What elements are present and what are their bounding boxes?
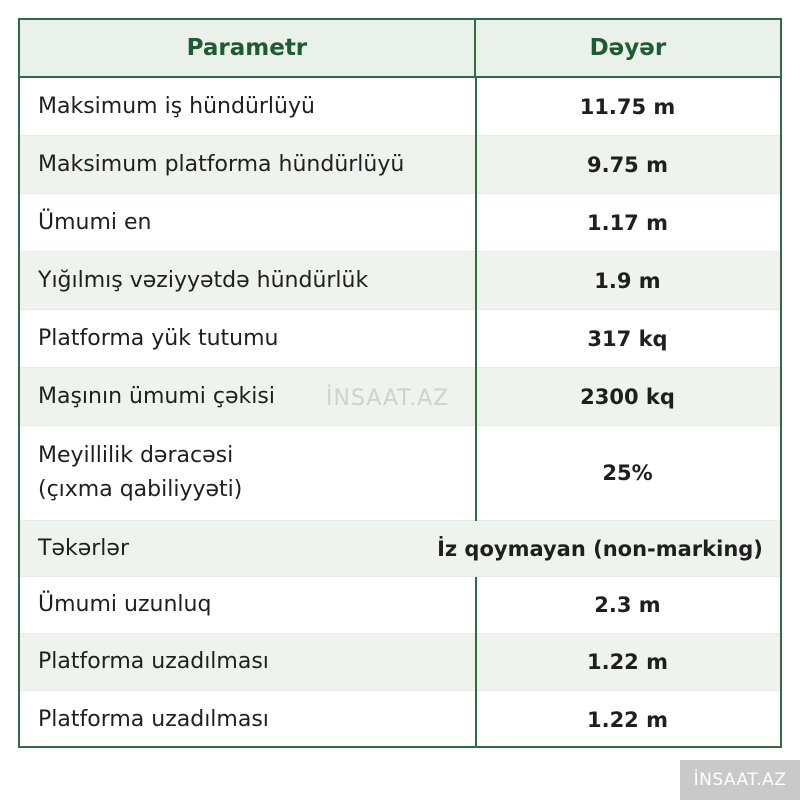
table-row [20,136,780,194]
table-row [20,426,780,521]
row-value: 1.22 m [586,650,668,674]
row-value: 1.17 m [586,210,668,235]
table-row [20,310,780,368]
row-value: 1.22 m [586,707,668,732]
table-header-row [20,20,780,78]
table-row [20,521,780,577]
table-row [20,368,780,426]
table-row [20,194,780,252]
table-row [20,78,780,136]
column-divider [475,577,477,748]
header-parameter: Parametr [186,35,308,61]
row-parameter: Platforma uzadılması [38,649,269,674]
row-value: 1.9 m [594,268,661,293]
row-parameter: Maksimum iş hündürlüyü [38,93,315,119]
row-parameter: Ümumi en [38,209,152,235]
row-value: 9.75 m [586,152,668,177]
row-parameter: Təkərlər [38,535,129,561]
row-parameter: Platforma yük tutumu [38,325,279,351]
table-row [20,577,780,634]
row-value: 2.3 m [594,593,661,617]
row-value: İz qoymayan (non-marking) [437,536,763,561]
row-parameter: Maşının ümumi çəkisi [38,383,275,409]
row-value: 11.75 m [579,94,676,119]
row-parameter: Maksimum platforma hündürlüyü [38,151,405,177]
row-parameter: Yığılmış vəziyyətdə hündürlük [38,267,369,293]
row-parameter [20,439,475,507]
row-parameter: Platforma uzadılması [38,706,269,732]
header-value: Dəyər [474,20,780,76]
table-row [20,691,780,748]
column-divider [475,78,477,521]
row-parameter: Ümumi uzunluq [38,592,212,617]
row-value: 2300 kq [580,384,675,409]
specifications-table [18,18,782,748]
row-parameter-line1: Meyillilik dəracəsi [38,443,234,468]
row-parameter-line2: (çıxma qabiliyyəti) [38,477,243,502]
row-value: 317 kq [587,326,668,351]
corner-watermark: İNSAAT.AZ [680,760,800,800]
table-row [20,634,780,691]
watermark: İNSAAT.AZ [326,386,450,411]
row-value: 25% [602,461,653,485]
table-row [20,252,780,310]
